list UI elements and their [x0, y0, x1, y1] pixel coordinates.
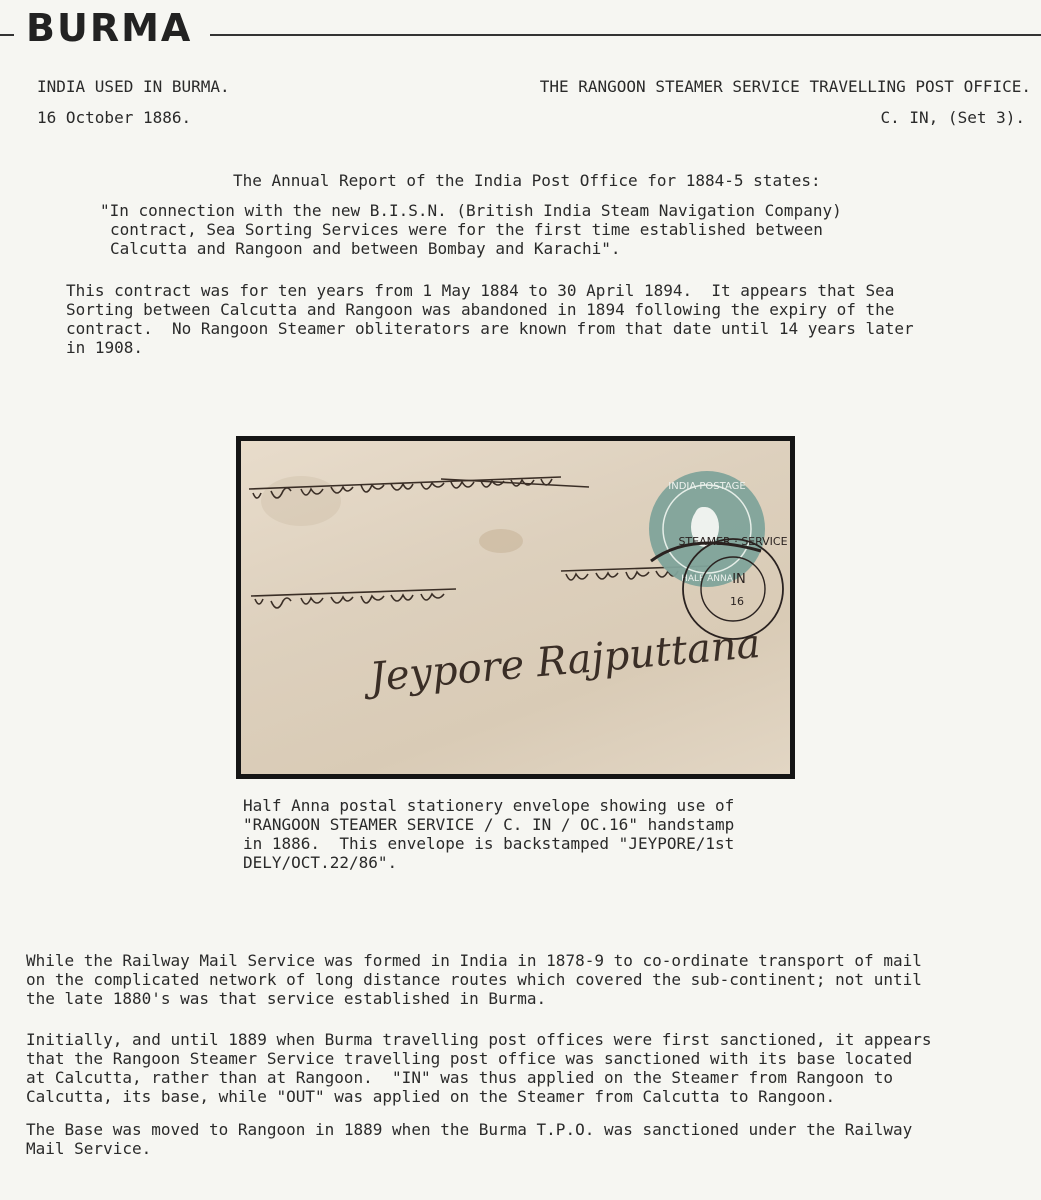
stamp-value: HALF ANNA: [681, 574, 733, 584]
caption-line: DELY/OCT.22/86".: [243, 853, 398, 872]
para-line: Sorting between Calcutta and Rangoon was abandoned in 1894 following the expiry of the: [66, 300, 895, 319]
header-left-line-1: INDIA USED IN BURMA.: [37, 77, 230, 96]
postmark-center: IN: [732, 572, 746, 587]
body-paragraph-1: [26, 951, 922, 1008]
envelope-caption: [243, 796, 734, 872]
header-rule-left: [0, 34, 14, 36]
envelope-drawing: [241, 441, 790, 774]
header-left-line-2: 16 October 1886.: [37, 108, 192, 127]
header-rule-right: [210, 34, 1041, 36]
postmark-date: 16: [730, 595, 744, 608]
postmark-ring: STEAMER · SERVICE: [678, 535, 788, 548]
para-line: in 1908.: [66, 338, 144, 357]
body-line: the late 1880's was that service established in Burma.: [26, 989, 547, 1008]
report-intro: The Annual Report of the India Post Office for 1884-5 states:: [233, 171, 821, 190]
body-line: The Base was moved to Rangoon in 1889 when the Burma T.P.O. was sanctioned under the Railway: [26, 1120, 913, 1139]
quote-line: contract, Sea Sorting Services were for the first time established between: [110, 220, 823, 239]
caption-line: Half Anna postal stationery envelope showing use of: [243, 796, 735, 815]
report-quote: [100, 201, 842, 258]
stamp-text: INDIA POSTAGE: [668, 481, 746, 492]
body-line: on the complicated network of long distance routes which covered the sub-continent; not until: [26, 970, 922, 989]
body-line: at Calcutta, rather than at Rangoon. "IN" was thus applied on the Steamer from Rangoon to: [26, 1068, 893, 1087]
body-line: While the Railway Mail Service was formed in India in 1878-9 to co-ordinate transport of mail: [26, 951, 922, 970]
caption-line: "RANGOON STEAMER SERVICE / C. IN / OC.16" handstamp: [243, 815, 735, 834]
body-line: Initially, and until 1889 when Burma travelling post offices were first sanctioned, it appears: [26, 1030, 932, 1049]
quote-line: Calcutta and Rangoon and between Bombay and Karachi".: [110, 239, 621, 258]
para-line: This contract was for ten years from 1 May 1884 to 30 April 1894. It appears that Sea: [66, 281, 895, 300]
body-line: Calcutta, its base, while "OUT" was applied on the Steamer from Calcutta to Rangoon.: [26, 1087, 836, 1106]
caption-line: in 1886. This envelope is backstamped "JEYPORE/1st: [243, 834, 735, 853]
body-line: Mail Service.: [26, 1139, 152, 1158]
body-line: that the Rangoon Steamer Service travelling post office was sanctioned with its base located: [26, 1049, 913, 1068]
handwritten-address: Jeypore Rajputtana: [367, 620, 763, 701]
header-right-line-1: THE RANGOON STEAMER SERVICE TRAVELLING POST OFFICE.: [539, 77, 1031, 96]
contract-paragraph: [66, 281, 914, 357]
envelope-image: [241, 441, 790, 774]
script-line-2: [251, 589, 456, 608]
quote-line: "In connection with the new B.I.S.N. (British India Steam Navigation Company): [100, 201, 842, 220]
body-paragraph-2: [26, 1030, 931, 1106]
header-right-line-2: C. IN, (Set 3).: [880, 108, 1025, 127]
para-line: contract. No Rangoon Steamer obliterators are known from that date until 14 years later: [66, 319, 914, 338]
body-paragraph-3: [26, 1120, 912, 1158]
page-title: BURMA: [26, 6, 193, 50]
